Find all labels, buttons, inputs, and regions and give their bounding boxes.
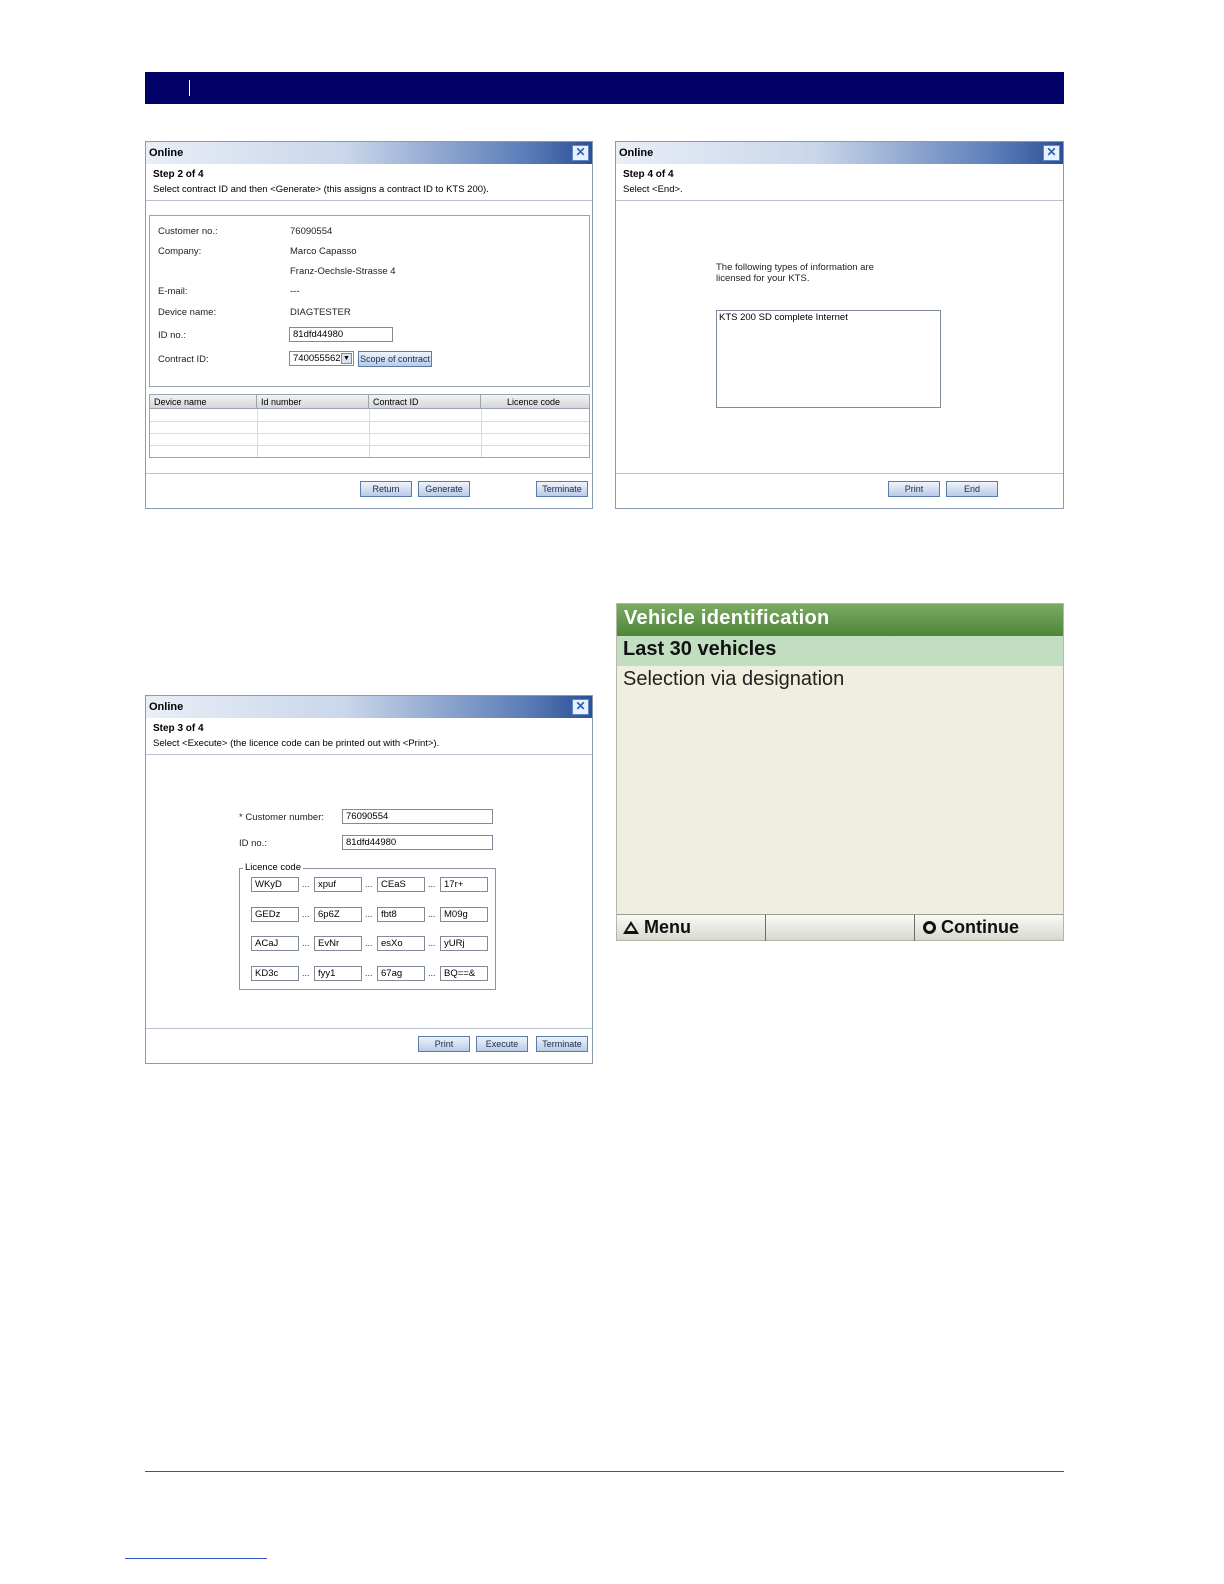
licence-code-cell[interactable]: 17r+ [440,877,488,892]
dialog-step4 [615,141,1064,509]
vehicle-identification-title: Vehicle identification [617,604,1063,636]
id-no-field[interactable]: 81dfd44980 [289,327,393,342]
terminate-button[interactable]: Terminate [536,1036,588,1052]
licence-code-cell[interactable]: EvNr [314,936,362,951]
licence-code-cell[interactable]: BQ==& [440,966,488,981]
step-title: Step 4 of 4 [623,169,674,180]
customer-no-label: Customer no.: [158,226,218,237]
step-title: Step 3 of 4 [153,723,204,734]
licence-separator: ... [428,968,436,978]
licence-code-cell[interactable]: KD3c [251,966,299,981]
close-icon[interactable]: ✕ [572,699,589,715]
dialog-step2 [145,141,593,509]
generate-button[interactable]: Generate [418,481,470,497]
licence-separator: ... [428,909,436,919]
terminate-button[interactable]: Terminate [536,481,588,497]
licence-code-cell[interactable]: yURj [440,936,488,951]
contract-id-select[interactable] [289,351,354,366]
licence-info-line2: licensed for your KTS. [716,273,810,284]
licence-code-cell[interactable]: M09g [440,907,488,922]
table-header [150,395,589,409]
table-divider [369,409,370,457]
continue-softkey[interactable] [923,917,1019,938]
divider [146,200,592,201]
list-item[interactable]: KTS 200 SD complete Internet [719,312,848,323]
dialog-title: Online [146,142,592,164]
licence-code-cell[interactable]: fyy1 [314,966,362,981]
licence-separator: ... [365,879,373,889]
licence-separator: ... [302,879,310,889]
step-description: Select <Execute> (the licence code can be printed out with <Print>). [153,738,440,749]
licence-separator: ... [365,938,373,948]
device-name-label: Device name: [158,307,217,318]
scope-of-contract-button[interactable]: Scope of contract [358,351,432,367]
licence-separator: ... [428,879,436,889]
menu-item-last-30-vehicles[interactable]: Last 30 vehicles [617,636,1063,666]
licence-code-cell[interactable]: ACaJ [251,936,299,951]
email-value: --- [290,286,300,297]
licence-code-cell[interactable]: 6p6Z [314,907,362,922]
table-divider [481,409,482,457]
licence-code-cell[interactable]: 67ag [377,966,425,981]
column-header-device-name[interactable]: Device name [150,395,257,409]
close-icon[interactable]: ✕ [572,145,589,161]
contract-id-label: Contract ID: [158,354,209,365]
menu-softkey-label: Menu [644,917,692,937]
device-name-value: DIAGTESTER [290,307,351,318]
email-label: E-mail: [158,286,188,297]
licence-separator: ... [365,909,373,919]
customer-info-frame [149,215,590,387]
dialog-title: Online [616,142,1063,164]
step-description: Select contract ID and then <Generate> (this assigns a contract ID to KTS 200). [153,184,489,195]
divider [616,473,1063,474]
vehicle-identification-screen [616,603,1064,941]
print-button[interactable]: Print [418,1036,470,1052]
header-separator [189,80,190,96]
licence-separator: ... [302,938,310,948]
licence-separator: ... [302,909,310,919]
licence-code-cell[interactable]: WKyD [251,877,299,892]
step-description: Select <End>. [623,184,683,195]
licence-table [149,394,590,458]
end-button[interactable]: End [946,481,998,497]
execute-button[interactable]: Execute [476,1036,528,1052]
circle-icon [923,921,936,934]
divider [146,473,592,474]
licence-code-cell[interactable]: xpuf [314,877,362,892]
vehicle-footer-bar [617,914,1063,940]
licence-code-group [239,862,496,990]
footer-separator [914,915,915,941]
customer-number-field[interactable]: 76090554 [342,809,493,824]
dialog-title: Online [146,696,592,718]
licence-code-legend: Licence code [245,862,301,873]
dialog-step3 [145,695,593,1064]
column-header-contract-id[interactable]: Contract ID [369,395,481,409]
table-divider [257,409,258,457]
licence-code-cell[interactable]: fbt8 [377,907,425,922]
licence-separator: ... [365,968,373,978]
divider [616,200,1063,201]
company-value: Marco Capasso [290,246,357,257]
licence-info-line1: The following types of information are [716,262,874,273]
footer-link-underline [125,1558,267,1559]
contract-id-value: 740055562 [293,353,341,364]
licence-code-cell[interactable]: esXo [377,936,425,951]
step-title: Step 2 of 4 [153,169,204,180]
licence-code-cell[interactable]: CEaS [377,877,425,892]
licence-separator: ... [428,938,436,948]
column-header-licence-code[interactable]: Licence code [507,397,561,407]
licence-code-cell[interactable]: GEDz [251,907,299,922]
company-label: Company: [158,246,202,257]
licence-types-list[interactable] [716,310,941,408]
licence-separator: ... [302,968,310,978]
menu-softkey[interactable] [623,917,691,938]
id-no-label: ID no.: [239,838,267,849]
close-icon[interactable]: ✕ [1043,145,1060,161]
divider [146,1028,592,1029]
page-footer-rule [145,1471,1064,1472]
return-button[interactable]: Return [360,481,412,497]
id-no-field[interactable]: 81dfd44980 [342,835,493,850]
customer-number-label: * Customer number: [239,812,325,823]
street-value: Franz-Oechsle-Strasse 4 [290,266,396,277]
customer-no-value: 76090554 [290,226,333,237]
print-button[interactable]: Print [888,481,940,497]
triangle-icon [623,921,639,934]
id-no-label: ID no.: [158,330,186,341]
column-header-id-number[interactable]: Id number [257,395,369,409]
divider [146,754,592,755]
menu-item-selection-via-designation[interactable]: Selection via designation [623,668,845,690]
continue-softkey-label: Continue [941,917,1020,937]
page-header-bar [145,72,1064,104]
chevron-down-icon[interactable]: ▼ [341,353,352,364]
footer-separator [765,915,766,941]
